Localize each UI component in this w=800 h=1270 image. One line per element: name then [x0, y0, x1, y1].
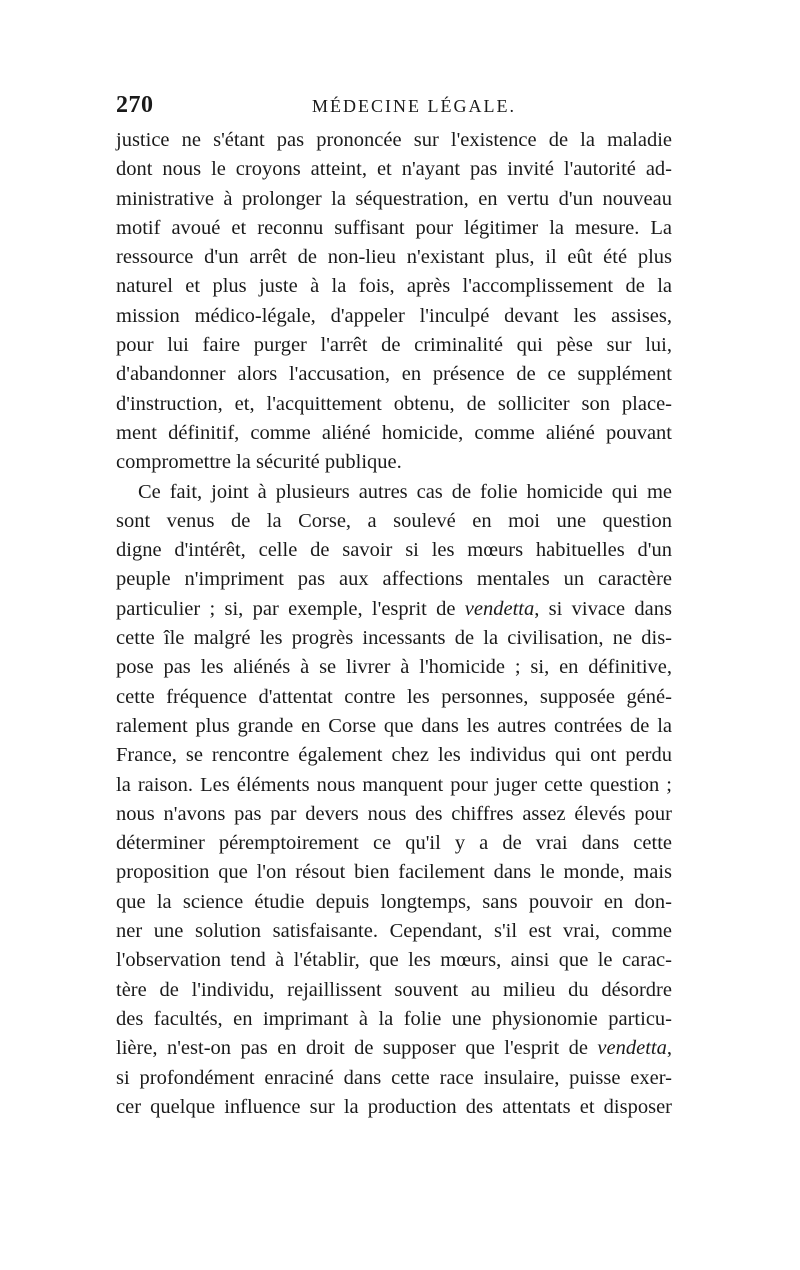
text-line: mission médico-légale, d'appeler l'inculpé devant les assises, [116, 304, 672, 327]
text-line: ner une solution satisfaisante. Cependant, s'il est vrai, comme [116, 920, 672, 943]
running-head [116, 92, 672, 122]
text-line: ressource d'un arrêt de non-lieu n'existant plus, il eût été plus [116, 246, 672, 269]
text-line: pose pas les aliénés à se livrer à l'homicide ; si, en définitive, [116, 656, 672, 679]
text-line: nous n'avons pas par devers nous des chiffres assez élevés pour [116, 802, 672, 825]
text-line: France, se rencontre également chez les individus qui ont perdu [116, 744, 672, 767]
text-line: déterminer péremptoirement ce qu'il y a de vrai dans cette [116, 832, 672, 855]
running-title: MÉDECINE LÉGALE. [312, 96, 516, 116]
italic-term: vendetta [464, 597, 535, 620]
text-line: ralement plus grande en Corse que dans les autres contrées de la [116, 714, 672, 737]
text-line: digne d'intérêt, celle de savoir si les mœurs habituelles d'un [116, 539, 672, 562]
body-text [116, 126, 672, 1122]
italic-term: vendetta [597, 1037, 667, 1060]
page-number: 270 [116, 92, 154, 118]
text-line: proposition que l'on résout bien facilement dans le monde, mais [116, 861, 672, 884]
text-line [116, 595, 672, 624]
text-line: sont venus de la Corse, a soulevé en moi une question [116, 509, 672, 532]
text-fragment: , si vivace dans [534, 597, 672, 620]
text-line: ministrative à prolonger la séquestration, en vertu d'un nouveau [116, 187, 672, 210]
text-line: cette fréquence d'attentat contre les personnes, supposée géné- [116, 685, 672, 708]
text-line: des facultés, en imprimant à la folie une physionomie particu- [116, 1007, 672, 1030]
text-line: cette île malgré les progrès incessants de la civilisation, ne dis- [116, 627, 672, 650]
text-line: si profondément enraciné dans cette race insulaire, puisse exer- [116, 1066, 672, 1089]
text-line [116, 1034, 672, 1063]
text-fragment: , [666, 1037, 672, 1060]
text-fragment: lière, n'est-on pas en droit de supposer que l'esprit de [116, 1037, 598, 1060]
text-line: l'observation tend à l'établir, que les mœurs, ainsi que le carac- [116, 949, 672, 972]
text-line: compromettre la sécurité publique. [116, 451, 402, 474]
text-line: tère de l'individu, rejaillissent souvent au milieu du désordre [116, 978, 672, 1001]
text-line: ment définitif, comme aliéné homicide, comme aliéné pouvant [116, 421, 672, 444]
text-line: justice ne s'étant pas prononcée sur l'existence de la maladie [116, 129, 672, 151]
text-line: d'abandonner alors l'accusation, en présence de ce supplément [116, 363, 672, 386]
text-line: que la science étudie depuis longtemps, sans pouvoir en don- [116, 890, 672, 913]
text-fragment: particulier ; si, par exemple, l'esprit de [116, 597, 465, 620]
text-line: peuple n'impriment pas aux affections mentales un caractère [116, 568, 672, 591]
text-line: motif avoué et reconnu suffisant pour légitimer la mesure. La [116, 216, 672, 239]
text-line: Ce fait, joint à plusieurs autres cas de folie homicide qui me [138, 480, 672, 503]
text-line: cer quelque influence sur la production des attentats et disposer [116, 1095, 672, 1118]
text-line: dont nous le croyons atteint, et n'ayant pas invité l'autorité ad- [116, 158, 672, 181]
text-line: pour lui faire purger l'arrêt de criminalité qui pèse sur lui, [116, 334, 672, 357]
text-line: naturel et plus juste à la fois, après l'accomplissement de la [116, 275, 672, 298]
text-line: la raison. Les éléments nous manquent pour juger cette question ; [116, 773, 672, 796]
text-line: d'instruction, et, l'acquittement obtenu, de solliciter son place- [116, 392, 672, 415]
